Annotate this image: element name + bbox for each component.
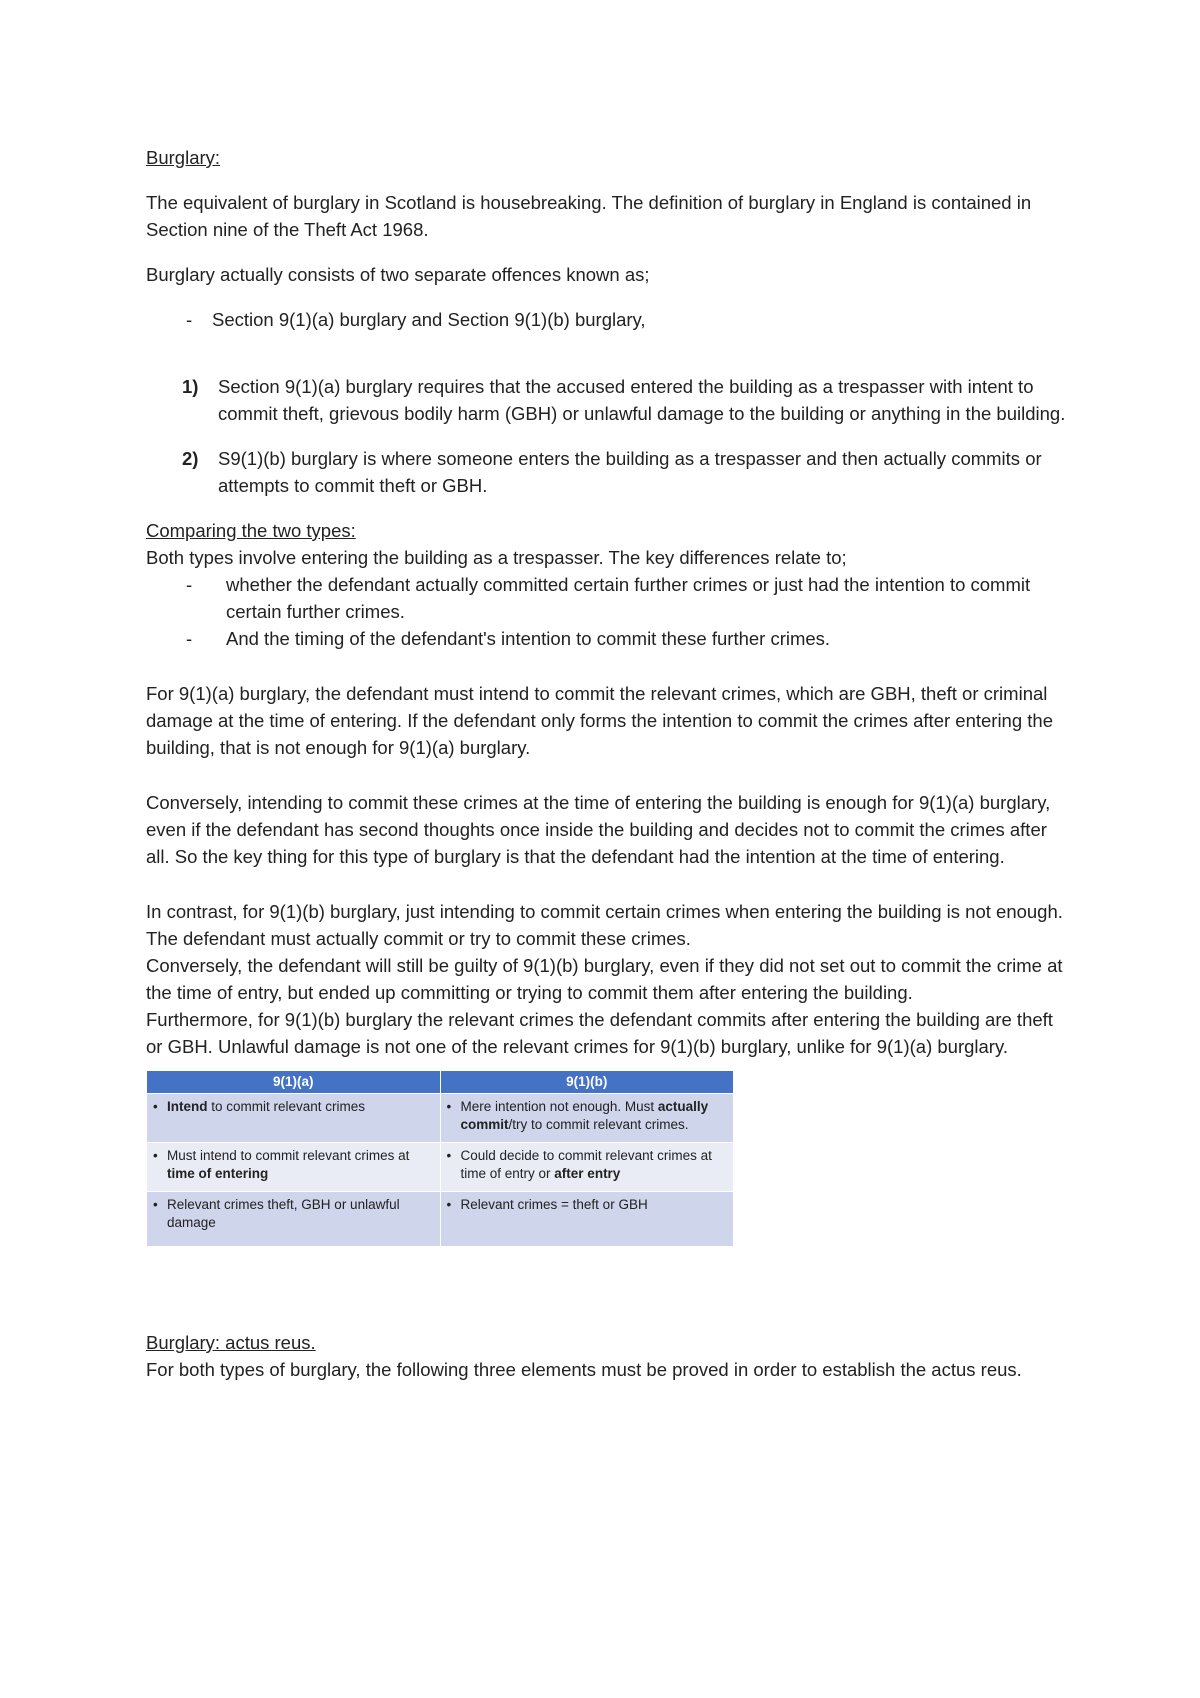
paragraph-contrast-conversely: Conversely, the defendant will still be guilty of 9(1)(b) burglary, even if they did not set out to commit the crime at the time of entry, but ended up committing or trying to commit them after entering the building.: [146, 955, 1063, 1003]
comparing-intro: Both types involve entering the building as a trespasser. The key differences relate to;: [146, 547, 847, 568]
paragraph-furthermore: Furthermore, for 9(1)(b) burglary the relevant crimes the defendant commits after entering the building are theft or GBH. Unlawful damage is not one of the relevant crimes for 9(1)(b) burglary, unlike for 9(1)(a) burglary.: [146, 1009, 1053, 1057]
table-cell: • Could decide to commit relevant crimes at time of entry or after entry: [440, 1143, 734, 1192]
table-row: [147, 1094, 734, 1143]
numbered-item-number: 2): [182, 448, 199, 469]
table-cell: • Intend to commit relevant crimes: [147, 1094, 441, 1143]
dash-item-text: Section 9(1)(a) burglary and Section 9(1)(b) burglary,: [212, 309, 646, 330]
paragraph-9-1-a: For 9(1)(a) burglary, the defendant must intend to commit the relevant crimes, which are GBH, theft or criminal damage at the time of entering. If the defendant only forms the intention to commit the crimes after entering the building, that is not enough for 9(1)(a) burglary.: [146, 683, 1053, 758]
table-header-9-1-b: 9(1)(b): [440, 1071, 734, 1094]
table-row: [147, 1143, 734, 1192]
paragraph-conversely: Conversely, intending to commit these crimes at the time of entering the building is enough for 9(1)(a) burglary, even if the defendant has second thoughts once inside the building and decides not to commit the crimes after all. So the key thing for this type of burglary is that the defendant had the intention at the time of entering.: [146, 792, 1051, 867]
table-row: [147, 1192, 734, 1247]
table-cell: • Relevant crimes = theft or GBH: [440, 1192, 734, 1247]
comparing-item-text: And the timing of the defendant's intention to commit these further crimes.: [226, 628, 831, 649]
numbered-item-text: S9(1)(b) burglary is where someone enters the building as a trespasser and then actually commits or attempts to commit theft or GBH.: [218, 448, 1042, 496]
burglary-heading: Burglary:: [146, 147, 221, 168]
actus-reus-heading: Burglary: actus reus.: [146, 1332, 316, 1353]
paragraph-contrast: In contrast, for 9(1)(b) burglary, just intending to commit certain crimes when entering the building is not enough. The defendant must actually commit or try to commit these crimes.: [146, 901, 1063, 949]
comparison-table: [146, 1070, 734, 1247]
table-cell: • Relevant crimes theft, GBH or unlawful damage: [147, 1192, 441, 1247]
document-page: [146, 144, 1066, 1383]
numbered-item-1: [182, 373, 1066, 427]
consists-paragraph: Burglary actually consists of two separate offences known as;: [146, 264, 650, 285]
table-header-9-1-a: 9(1)(a): [147, 1071, 441, 1094]
actus-reus-paragraph: For both types of burglary, the following three elements must be proved in order to establish the actus reus.: [146, 1359, 1022, 1380]
comparing-item-2: - And the timing of the defendant's intention to commit these further crimes.: [146, 625, 1066, 652]
table-cell: • Mere intention not enough. Must actually commit/try to commit relevant crimes.: [440, 1094, 734, 1143]
comparing-heading: Comparing the two types:: [146, 520, 356, 541]
dash-list-item: - Section 9(1)(a) burglary and Section 9(1)(b) burglary,: [146, 306, 1066, 333]
numbered-item-text: Section 9(1)(a) burglary requires that the accused entered the building as a trespasser with intent to commit theft, grievous bodily harm (GBH) or unlawful damage to the building or anything in the building.: [218, 376, 1066, 424]
numbered-item-2: [182, 445, 1066, 499]
intro-paragraph: The equivalent of burglary in Scotland is housebreaking. The definition of burglary in England is contained in Section nine of the Theft Act 1968.: [146, 192, 1032, 240]
comparing-item-1: - whether the defendant actually committed certain further crimes or just had the intention to commit certain further crimes.: [146, 571, 1066, 625]
comparing-item-text: whether the defendant actually committed certain further crimes or just had the intention to commit certain further crimes.: [226, 574, 1031, 622]
numbered-item-number: 1): [182, 376, 199, 397]
table-cell: • Must intend to commit relevant crimes at time of entering: [147, 1143, 441, 1192]
